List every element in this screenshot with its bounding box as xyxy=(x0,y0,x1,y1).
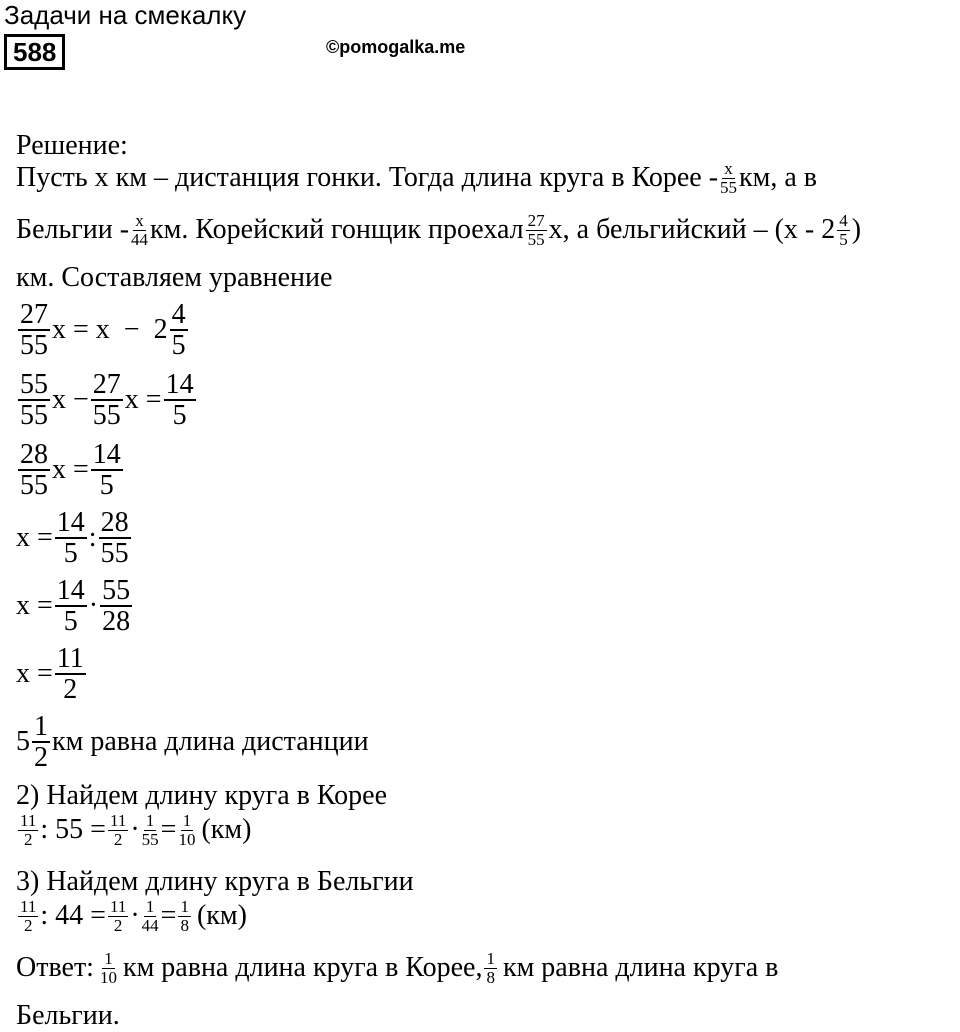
expression: : 44 = xyxy=(40,900,106,932)
numerator: 27 xyxy=(20,299,48,330)
numerator: 4 xyxy=(171,299,186,330)
step-3-heading: 3) Найдем длину круга в Бельгии xyxy=(16,866,414,897)
fraction xyxy=(18,440,50,501)
fraction xyxy=(32,712,50,773)
denominator: 55 xyxy=(527,229,545,249)
fraction xyxy=(18,812,38,849)
denominator: 5 xyxy=(171,330,186,362)
numerator: 28 xyxy=(20,439,48,470)
expression: x = xyxy=(16,522,53,554)
calc-belgium xyxy=(16,898,247,935)
watermark: ©pomogalka.me xyxy=(326,37,466,57)
expression: x − xyxy=(52,384,89,416)
fraction xyxy=(178,812,195,849)
denominator: 44 xyxy=(131,229,149,249)
denominator: 55 xyxy=(92,400,121,432)
equation-5 xyxy=(16,576,134,637)
step-2-heading: 2) Найдем длину круга в Корее xyxy=(16,780,388,811)
numerator: 11 xyxy=(20,811,37,830)
denominator: 8 xyxy=(180,915,189,935)
expression: x = xyxy=(16,658,53,690)
numerator: 14 xyxy=(92,439,121,470)
numerator: 1 xyxy=(145,811,155,830)
solution-heading: Решение: xyxy=(16,130,128,161)
numerator: 1 xyxy=(180,897,189,916)
expression: x = x − 2 xyxy=(52,314,168,346)
denominator: 44 xyxy=(141,915,159,935)
fraction xyxy=(484,950,497,987)
text: Бельгии - xyxy=(16,214,130,246)
denominator: 28 xyxy=(102,606,131,638)
operator: = xyxy=(160,900,177,932)
numerator: 27 xyxy=(92,369,121,400)
operator: · xyxy=(130,814,140,846)
numerator: 1 xyxy=(486,949,495,968)
fraction xyxy=(18,898,38,935)
denominator: 5 xyxy=(63,606,78,638)
operator: · xyxy=(88,590,99,622)
denominator: 55 xyxy=(20,470,48,502)
unit: (км) xyxy=(201,814,252,846)
denominator: 2 xyxy=(23,829,33,849)
denominator: 10 xyxy=(178,829,196,849)
fraction xyxy=(170,300,188,361)
fraction xyxy=(55,576,87,637)
fraction xyxy=(131,212,148,249)
fraction xyxy=(142,812,159,849)
denominator: 55 xyxy=(20,330,48,362)
expression: : 55 = xyxy=(40,814,106,846)
denominator: 5 xyxy=(172,400,187,432)
intro-line-2 xyxy=(16,212,861,249)
fraction xyxy=(18,370,50,431)
text: км, а в xyxy=(739,162,818,194)
fraction xyxy=(142,898,159,935)
numerator: 14 xyxy=(56,575,85,606)
text: км равна длина круга в xyxy=(502,952,779,984)
denominator: 55 xyxy=(720,177,738,197)
text: ) xyxy=(851,214,862,246)
equation-4 xyxy=(16,508,133,569)
equation-2 xyxy=(16,370,198,431)
denominator: 5 xyxy=(63,538,78,570)
denominator: 2 xyxy=(113,915,123,935)
denominator: 55 xyxy=(100,538,129,570)
numerator: 14 xyxy=(56,507,85,538)
fraction xyxy=(108,898,128,935)
numerator: 1 xyxy=(182,811,192,830)
fraction xyxy=(18,300,50,361)
calc-korea xyxy=(16,812,251,849)
unit: (км) xyxy=(196,900,247,932)
equation-3 xyxy=(16,440,125,501)
fraction xyxy=(720,160,737,197)
numerator: 1 xyxy=(34,711,48,742)
text: км равна длина дистанции xyxy=(52,726,369,758)
answer-line xyxy=(16,950,778,987)
numerator: 11 xyxy=(20,897,37,916)
section-title: Задачи на смекалку xyxy=(4,0,247,30)
denominator: 10 xyxy=(99,967,117,987)
numerator: 55 xyxy=(102,575,131,606)
operator: · xyxy=(130,900,140,932)
denominator: 2 xyxy=(113,829,123,849)
equation-7 xyxy=(16,712,369,773)
expression: x = xyxy=(124,384,162,416)
numerator: 11 xyxy=(109,897,127,916)
numerator: x xyxy=(724,159,733,178)
fraction xyxy=(178,898,191,935)
intro-line-3: км. Составляем уравнение xyxy=(16,262,333,293)
expression: x = xyxy=(52,454,89,486)
numerator: 28 xyxy=(100,507,129,538)
denominator: 55 xyxy=(141,829,159,849)
fraction xyxy=(91,370,123,431)
denominator: 8 xyxy=(486,967,495,987)
fraction xyxy=(55,508,87,569)
fraction xyxy=(164,370,196,431)
fraction xyxy=(837,212,850,249)
intro-line-1 xyxy=(16,160,817,197)
denominator: 5 xyxy=(839,229,848,249)
numerator: 27 xyxy=(527,211,545,230)
text: км. Корейский гонщик проехал xyxy=(150,214,524,246)
text: км равна длина круга в Корее, xyxy=(122,952,483,984)
fraction xyxy=(100,576,132,637)
denominator: 55 xyxy=(20,400,48,432)
text: Пусть x км – дистанция гонки. Тогда длина круга в Корее - xyxy=(16,162,719,194)
fraction xyxy=(91,440,123,501)
numerator: 11 xyxy=(56,643,84,674)
operator: : xyxy=(88,522,97,554)
numerator: 4 xyxy=(839,211,848,230)
fraction xyxy=(55,644,86,705)
numerator: 1 xyxy=(145,897,155,916)
numerator: x xyxy=(135,211,144,230)
fraction xyxy=(526,212,547,249)
expression: x = xyxy=(16,590,53,622)
whole-number: 5 xyxy=(16,726,30,758)
fraction xyxy=(100,950,117,987)
operator: = xyxy=(160,814,177,846)
denominator: 2 xyxy=(63,674,78,706)
equation-6 xyxy=(16,644,88,705)
numerator: 1 xyxy=(104,949,113,968)
equation-1 xyxy=(16,300,190,361)
text: x, а бельгийский – (x - 2 xyxy=(548,214,836,246)
numerator: 11 xyxy=(109,811,127,830)
denominator: 2 xyxy=(34,742,48,774)
answer-end: Бельгии. xyxy=(16,1000,120,1031)
numerator: 55 xyxy=(20,369,48,400)
fraction xyxy=(108,812,128,849)
fraction xyxy=(99,508,131,569)
denominator: 5 xyxy=(99,470,114,502)
problem-number: 588 xyxy=(4,34,65,70)
numerator: 14 xyxy=(165,369,194,400)
denominator: 2 xyxy=(23,915,33,935)
answer-label: Ответ: xyxy=(16,952,94,984)
